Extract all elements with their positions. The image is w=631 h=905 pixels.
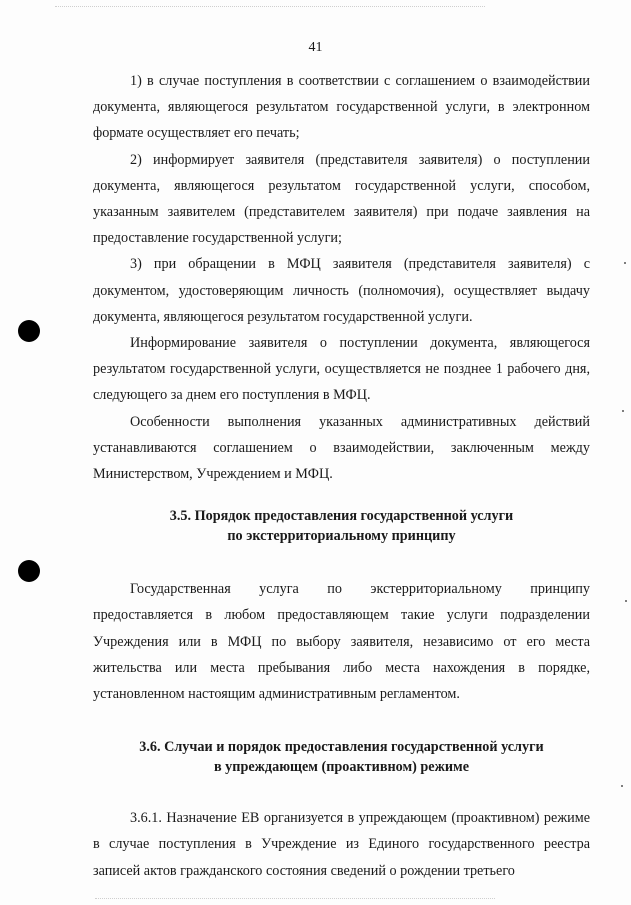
paragraph: Информирование заявителя о поступлении документа, являющегося результатом государственной услуги, осуществляется не позднее 1 рабочего дня, следующего за днем его поступления в МФЦ. [93, 335, 590, 404]
paragraph: 1) в случае поступления в соответствии с соглашением о взаимодействии документа, являющегося результатом государственной услуги, в электронном формате осуществляет его печать; [93, 73, 590, 142]
scan-speck [624, 262, 626, 264]
scan-speck [621, 785, 623, 787]
punch-hole-icon [18, 560, 40, 582]
section-heading-3-5 [93, 506, 590, 546]
paragraph: Государственная услуга по экстерриториальному принципу предоставляется в любом предоставляющем такие услуги подразделении Учреждения или в МФЦ по выбору заявителя, независимо от его места жительства или места пребывания либо места нахождения в порядке, установленном настоящим административным регламентом. [93, 581, 590, 703]
page-number: 41 [308, 40, 323, 55]
scan-edge-bottom [95, 898, 495, 899]
heading-line: 3.6. Случаи и порядок предоставления государственной услуги [139, 739, 544, 756]
heading-line: в упреждающем (проактивном) режиме [213, 759, 470, 776]
section-heading-3-6 [93, 737, 590, 777]
scan-speck [622, 410, 624, 412]
paragraph: Особенности выполнения указанных административных действий устанавливаются соглашением о взаимодействии, заключенным между Министерством, Учреждением и МФЦ. [93, 413, 590, 483]
paragraph: 3) при обращении в МФЦ заявителя (представителя заявителя) с документом, удостоверяющим личность (полномочия), осуществляет выдачу документа, являющегося результатом государственной услуги. [93, 256, 590, 325]
document-body [93, 68, 590, 884]
heading-line: по экстерриториальному принципу [227, 528, 456, 545]
scan-speck [625, 600, 627, 602]
heading-line: 3.5. Порядок предоставления государственной услуги [169, 508, 514, 525]
punch-hole-icon [18, 320, 40, 342]
paragraph: 2) информирует заявителя (представителя заявителя) о поступлении документа, являющегося результатом государственной услуги, способом, указанным заявителем (представителем заявителя) при подаче заявления на предоставление государственной услуги; [93, 151, 590, 247]
paragraph: 3.6.1. Назначение ЕВ организуется в упреждающем (проактивном) режиме в случае поступления в Учреждение из Единого государственного реестра записей актов гражданского состояния сведений о рождении третьего [93, 810, 590, 879]
scan-edge-top [55, 6, 485, 7]
